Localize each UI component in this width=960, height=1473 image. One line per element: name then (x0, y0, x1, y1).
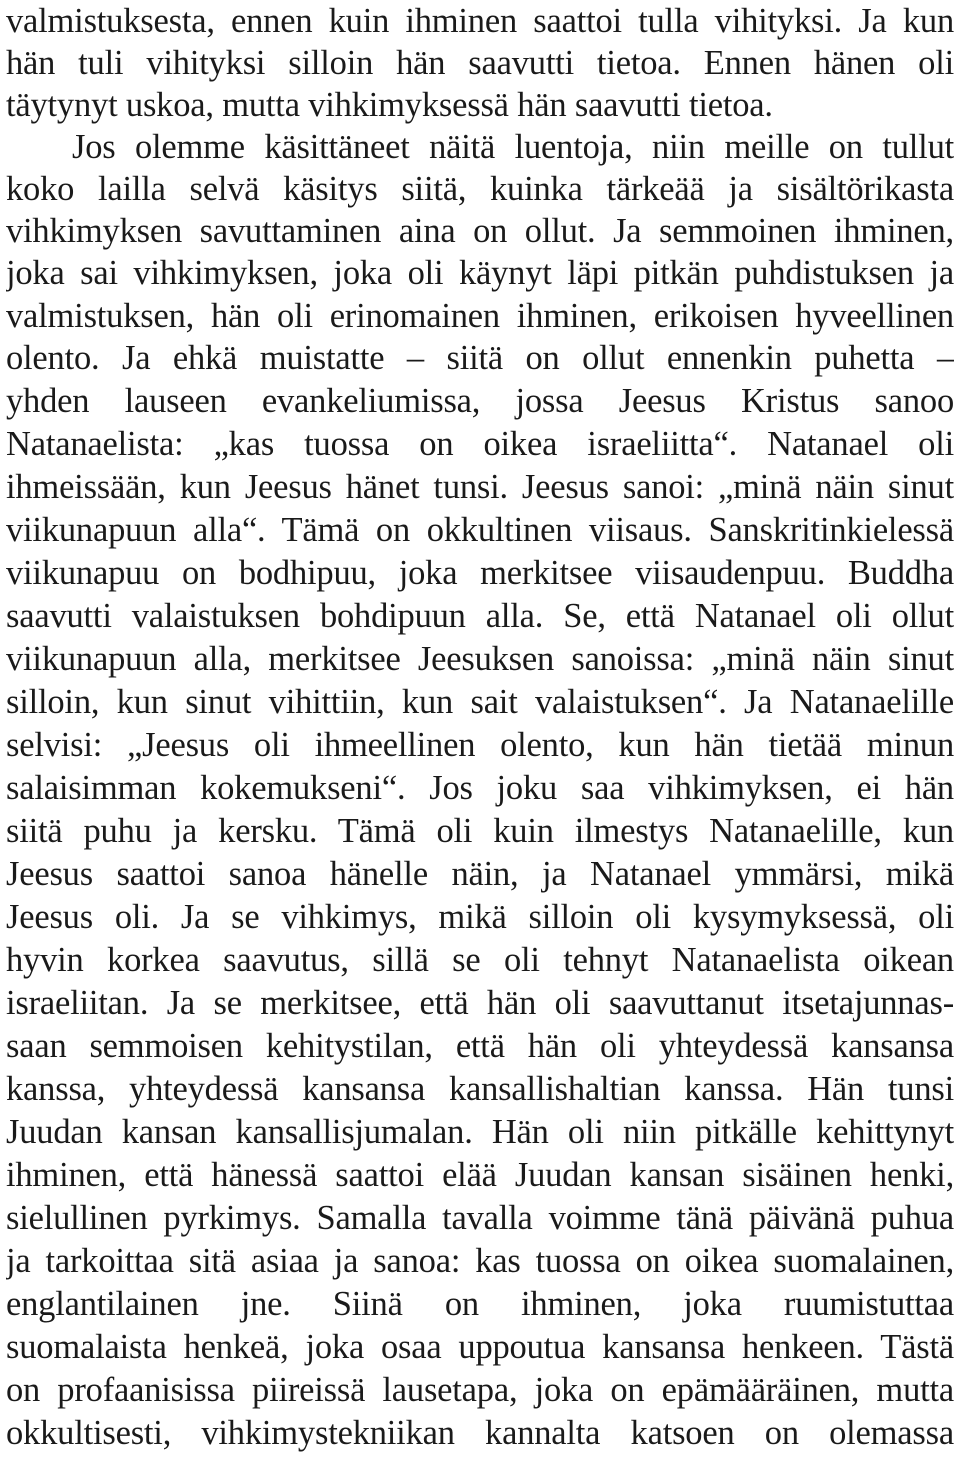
text-line: Jeesus oli. Ja se vihkimys, mikä silloin oli kysymyksessä, oli (6, 898, 954, 936)
text-line: sielullinen pyrkimys. Samalla tavalla voimme tänä päivänä puhua (6, 1199, 954, 1237)
paragraph-start-line: Jos olemme käsittäneet näitä luentoja, niin meille on tullut (72, 128, 954, 166)
text-line: selvisi: „Jeesus oli ihmeellinen olento, kun hän tietää minun (6, 726, 954, 764)
text-line: yhden lauseen evankeliumissa, jossa Jeesus Kristus sanoo (6, 382, 954, 420)
text-line: salaisimman kokemukseni“. Jos joku saa vihkimyksen, ei hän (6, 769, 954, 807)
text-line: okkultisesti, vihkimystekniikan kannalta katsoen on olemassa (6, 1414, 954, 1452)
text-line: hyvin korkea saavutus, sillä se oli tehnyt Natanaelista oikean (6, 941, 954, 979)
text-line: englantilainen jne. Siinä on ihminen, joka ruumistuttaa (6, 1285, 954, 1323)
text-line: olento. Ja ehkä muistatte – siitä on ollut ennenkin puhetta – (6, 339, 954, 377)
text-line: hän tuli vihityksi silloin hän saavutti tietoa. Ennen hänen oli (6, 44, 954, 82)
text-line: koko lailla selvä käsitys siitä, kuinka tärkeää ja sisältörikasta (6, 170, 954, 208)
text-line: vihkimyksen savuttaminen aina on ollut. Ja semmoinen ihminen, (6, 212, 954, 250)
text-line: ihminen, että hänessä saattoi elää Juudan kansan sisäinen henki, (6, 1156, 954, 1194)
text-line: silloin, kun sinut vihittiin, kun sait valaistuksen“. Ja Natanaelille (6, 683, 954, 721)
text-line: on profaanisissa piireissä lausetapa, joka on epämääräinen, mutta (6, 1371, 954, 1409)
text-line: Natanaelista: „kas tuossa on oikea israeliitta“. Natanael oli (6, 425, 954, 463)
text-line: viikunapuun alla“. Tämä on okkultinen viisaus. Sanskritinkielessä (6, 511, 954, 549)
text-line: kanssa, yhteydessä kansansa kansallishaltian kanssa. Hän tunsi (6, 1070, 954, 1108)
text-line: saan semmoisen kehitystilan, että hän oli yhteydessä kansansa (6, 1027, 954, 1065)
text-line: viikunapuun alla, merkitsee Jeesuksen sanoissa: „minä näin sinut (6, 640, 954, 678)
text-line: valmistuksesta, ennen kuin ihminen saattoi tulla vihityksi. Ja kun (6, 2, 954, 40)
text-line: täytynyt uskoa, mutta vihkimyksessä hän saavutti tietoa. (6, 86, 773, 124)
text-line: Jeesus saattoi sanoa hänelle näin, ja Natanael ymmärsi, mikä (6, 855, 954, 893)
text-line: israeliitan. Ja se merkitsee, että hän oli saavuttanut itsetajunnas- (6, 984, 954, 1022)
text-line: ja tarkoittaa sitä asiaa ja sanoa: kas tuossa on oikea suomalainen, (6, 1242, 954, 1280)
text-line: valmistuksen, hän oli erinomainen ihminen, erikoisen hyveellinen (6, 297, 954, 335)
text-line: joka sai vihkimyksen, joka oli käynyt läpi pitkän puhdistuksen ja (6, 254, 954, 292)
text-line: suomalaista henkeä, joka osaa uppoutua kansansa henkeen. Tästä (6, 1328, 954, 1366)
text-line: Juudan kansan kansallisjumalan. Hän oli niin pitkälle kehittynyt (6, 1113, 954, 1151)
text-line: ihmeissään, kun Jeesus hänet tunsi. Jeesus sanoi: „minä näin sinut (6, 468, 954, 506)
text-line: siitä puhu ja kersku. Tämä oli kuin ilmestys Natanaelille, kun (6, 812, 954, 850)
text-line: viikunapuu on bodhipuu, joka merkitsee viisaudenpuu. Buddha (6, 554, 954, 592)
document-page (6, 0, 954, 1473)
text-line: saavutti valaistuksen bohdipuun alla. Se, että Natanael oli ollut (6, 597, 954, 635)
